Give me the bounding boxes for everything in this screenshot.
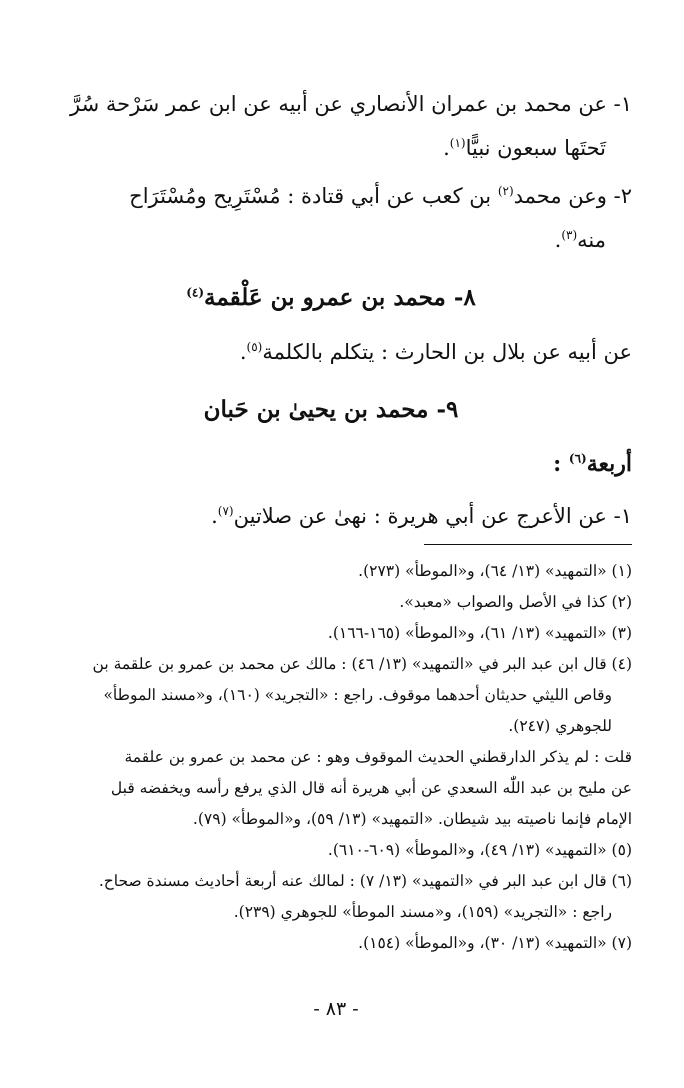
narration-2-line1a: ٢- وعن محمد <box>513 184 632 208</box>
section-heading-9 <box>30 388 632 432</box>
narration-3 <box>30 330 632 374</box>
footnote-ref-2: (٢) <box>497 184 514 198</box>
footnote-6-line2: راجع : «التجريد» (١٥٩)، و«مسند الموطأ» للجوهري (٢٣٩). <box>233 903 612 921</box>
section-heading-8-text: ٨- محمد بن عمرو بن عَلْقمة <box>204 284 476 311</box>
narration-2-line2-wrap <box>555 218 632 262</box>
count-label-text: أربعة <box>586 451 632 477</box>
narration-4 <box>30 494 632 538</box>
footnote-5: (٥) «التمهيد» (١٣/ ٤٩)، و«الموطأ» (٦٠٩-٦١٠). <box>327 841 632 859</box>
narration-4-end: . <box>211 504 218 528</box>
narration-1-line2-wrap <box>443 126 632 170</box>
section-heading-8 <box>30 276 632 320</box>
footnote-4-line2: وقاص الليثي حديثان أحدهما موقوف. راجع : «التجريد» (١٦٠)، و«مسند الموطأ» <box>103 686 612 704</box>
narration-2 <box>30 174 632 262</box>
count-label <box>30 442 632 486</box>
footnote-4-line6: الإمام فإنما ناصيته بيد شيطان. «التمهيد» (١٣/ ٥٩)، و«الموطأ» (٧٩). <box>192 810 632 828</box>
footnote-ref-3: (٣) <box>561 228 578 242</box>
narration-2-line1b: بن كعب عن أبي قتادة : مُسْتَرِيح ومُسْتَرَاح <box>129 184 498 208</box>
narration-1-line1: ١- عن محمد بن عمران الأنصاري عن أبيه عن ابن عمر سَرْحة سُرَّ <box>70 92 632 116</box>
narration-1-end: . <box>443 136 450 160</box>
footnote-7: (٧) «التمهيد» (١٣/ ٣٠)، و«الموطأ» (١٥٤). <box>358 934 632 952</box>
narration-1-line2: تَحتَها سبعون نبيًّا <box>465 136 606 160</box>
footnote-4-line5: عن مليح بن عبد اللّٰه السعدي عن أبي هريرة أنه قال الذي يرفع رأسه ويخفضه قبل <box>110 779 632 797</box>
footnote-4-line4: قلت : لم يذكر الدارقطني الحديث الموقوف وهو : عن محمد بن عمرو بن علقمة <box>124 748 632 766</box>
footnote-4-line1: (٤) قال ابن عبد البر في «التمهيد» (١٣/ ٤٦) : مالك عن محمد بن عمرو بن علقمة بن <box>92 655 632 673</box>
narration-3-text: عن أبيه عن بلال بن الحارث : يتكلم بالكلمة <box>262 340 632 364</box>
footnote-6-line1: (٦) قال ابن عبد البر في «التمهيد» (١٣/ ٧) : لمالك عنه أربعة أحاديث مسندة صحاح. <box>98 872 632 890</box>
count-label-end: : <box>553 451 569 477</box>
footnote-3: (٣) «التمهيد» (١٣/ ٦١)، و«الموطأ» (١٦٥-١٦٦). <box>327 624 632 642</box>
footnotes <box>30 556 632 959</box>
footnote-1: (١) «التمهيد» (١٣/ ٦٤)، و«الموطأ» (٢٧٣). <box>358 562 632 580</box>
section-heading-9-text: ٩- محمد بن يحيىٰ بن حَبان <box>203 396 459 423</box>
narration-3-end: . <box>239 340 247 364</box>
main-text <box>30 82 632 538</box>
footnote-2: (٢) كذا في الأصل والصواب «معبد». <box>399 593 632 611</box>
footnote-4-line3: للجوهري (٢٤٧). <box>508 717 612 735</box>
narration-2-line2: منه <box>577 228 606 252</box>
footnote-separator <box>424 544 632 545</box>
narration-1 <box>30 82 632 170</box>
narration-2-end: . <box>554 228 562 252</box>
book-page <box>30 0 642 1088</box>
footnote-ref-7: (٧) <box>217 504 234 518</box>
footnote-ref-1: (١) <box>449 136 466 150</box>
footnote-ref-4: (٤) <box>186 285 205 300</box>
footnote-ref-5: (٥) <box>246 340 263 354</box>
narration-4-text: ١- عن الأعرج عن أبي هريرة : نهىٰ عن صلاتين <box>233 504 632 528</box>
page-number: - ٨٣ - <box>313 998 359 1020</box>
footnote-ref-6: (٦) <box>568 451 587 466</box>
